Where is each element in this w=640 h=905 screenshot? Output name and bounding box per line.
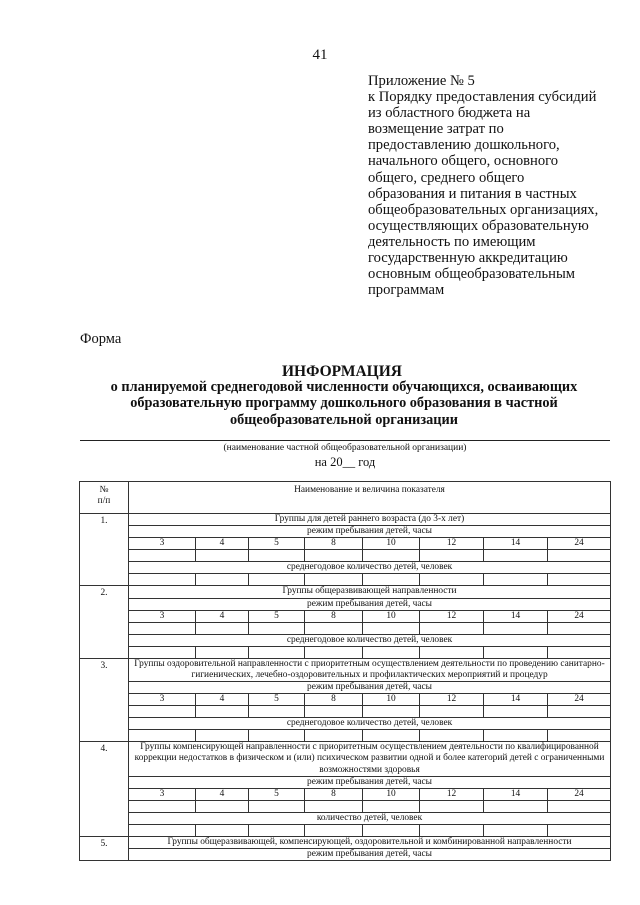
count-input-row <box>80 825 611 837</box>
empty-cell[interactable] <box>548 550 611 562</box>
empty-cell[interactable] <box>249 550 305 562</box>
indicators-table <box>79 481 611 861</box>
hours-value-cell: 12 <box>420 694 484 706</box>
empty-cell[interactable] <box>363 825 420 837</box>
empty-cell[interactable] <box>305 550 363 562</box>
appendix-line: из областного бюджета на <box>368 105 531 122</box>
empty-cell[interactable] <box>196 574 249 586</box>
count-label-row <box>80 634 611 646</box>
appendix-line: осуществляющих образовательную <box>368 217 589 234</box>
empty-cell[interactable] <box>129 801 196 813</box>
hours-label-row <box>80 777 611 789</box>
header-number: № п/п <box>80 482 129 514</box>
hours-values-row <box>80 694 611 706</box>
group-name-row <box>80 837 611 849</box>
hours-input-row <box>80 706 611 718</box>
header-indicator: Наименование и величина показателя <box>129 482 611 514</box>
empty-cell[interactable] <box>363 730 420 742</box>
empty-cell[interactable] <box>484 730 548 742</box>
hours-input-row <box>80 622 611 634</box>
hours-label-row <box>80 849 611 861</box>
empty-cell[interactable] <box>420 622 484 634</box>
count-label: среднегодовое количество детей, человек <box>129 718 611 730</box>
empty-cell[interactable] <box>196 706 249 718</box>
appendix-line: основным общеобразовательным <box>368 266 575 283</box>
subtitle-line: общеобразовательной организации <box>229 411 459 428</box>
count-input-row <box>80 730 611 742</box>
empty-cell[interactable] <box>548 574 611 586</box>
organization-name-hint: (наименование частной общеобразовательной организации) <box>223 443 467 453</box>
empty-cell[interactable] <box>363 801 420 813</box>
empty-cell[interactable] <box>196 801 249 813</box>
hours-value-cell: 10 <box>363 694 420 706</box>
hours-value-cell: 10 <box>363 610 420 622</box>
empty-cell[interactable] <box>305 801 363 813</box>
hours-value-cell: 5 <box>249 610 305 622</box>
hours-value-cell: 5 <box>249 538 305 550</box>
empty-cell[interactable] <box>484 646 548 658</box>
hours-label: режим пребывания детей, часы <box>129 526 611 538</box>
empty-cell[interactable] <box>548 730 611 742</box>
empty-cell[interactable] <box>484 550 548 562</box>
hours-value-cell: 8 <box>305 789 363 801</box>
empty-cell[interactable] <box>484 825 548 837</box>
group-name-row <box>80 514 611 526</box>
empty-cell[interactable] <box>363 574 420 586</box>
empty-cell[interactable] <box>548 801 611 813</box>
empty-cell[interactable] <box>363 550 420 562</box>
empty-cell[interactable] <box>363 706 420 718</box>
appendix-line: государственную аккредитацию <box>368 250 568 267</box>
organization-name-line <box>80 440 610 441</box>
hours-value-cell: 3 <box>129 694 196 706</box>
hours-value-cell: 5 <box>249 694 305 706</box>
page-number: 41 <box>312 47 328 63</box>
empty-cell[interactable] <box>363 646 420 658</box>
empty-cell[interactable] <box>420 706 484 718</box>
empty-cell[interactable] <box>305 646 363 658</box>
group-name: Группы общеразвивающей направленности <box>129 586 611 598</box>
group-name-row <box>80 658 611 682</box>
count-label-row <box>80 813 611 825</box>
appendix-line: программам <box>368 282 445 299</box>
empty-cell[interactable] <box>484 801 548 813</box>
hours-value-cell: 4 <box>196 610 249 622</box>
hours-label-row <box>80 598 611 610</box>
empty-cell[interactable] <box>129 730 196 742</box>
hours-value-cell: 10 <box>363 538 420 550</box>
hours-input-row <box>80 801 611 813</box>
empty-cell[interactable] <box>249 801 305 813</box>
empty-cell[interactable] <box>484 622 548 634</box>
empty-cell[interactable] <box>420 801 484 813</box>
count-label-row <box>80 718 611 730</box>
empty-cell[interactable] <box>249 574 305 586</box>
hours-value-cell: 14 <box>484 538 548 550</box>
empty-cell[interactable] <box>129 706 196 718</box>
group-name: Группы общеразвивающей, компенсирующей, оздоровительной и комбинированной направленности <box>129 837 611 849</box>
count-input-row <box>80 574 611 586</box>
empty-cell[interactable] <box>363 622 420 634</box>
appendix-line: образования и питания в частных <box>368 185 577 202</box>
empty-cell[interactable] <box>420 730 484 742</box>
hours-value-cell: 4 <box>196 789 249 801</box>
year-line: на 20__ год <box>314 455 376 469</box>
hours-label-row <box>80 526 611 538</box>
count-label: количество детей, человек <box>129 813 611 825</box>
hours-label: режим пребывания детей, часы <box>129 682 611 694</box>
appendix-line: начального общего, основного <box>368 153 559 170</box>
group-number: 4. <box>80 742 129 837</box>
appendix-line: общеобразовательных организациях, <box>368 201 599 218</box>
group-name-row <box>80 742 611 777</box>
count-input-row <box>80 646 611 658</box>
hours-value-cell: 12 <box>420 538 484 550</box>
hours-value-cell: 4 <box>196 538 249 550</box>
hours-label: режим пребывания детей, часы <box>129 598 611 610</box>
hours-value-cell: 24 <box>548 694 611 706</box>
group-name: Группы оздоровительной направленности с приоритетным осуществлением деятельности по проведению санитарно-гигиенических, лечебно-оздоровительных и профилактических мероприятий и процедур <box>129 658 611 682</box>
group-name-row <box>80 586 611 598</box>
hours-value-cell: 3 <box>129 789 196 801</box>
empty-cell[interactable] <box>249 646 305 658</box>
empty-cell[interactable] <box>196 646 249 658</box>
empty-cell[interactable] <box>548 825 611 837</box>
empty-cell[interactable] <box>484 574 548 586</box>
group-number: 1. <box>80 514 129 586</box>
empty-cell[interactable] <box>249 622 305 634</box>
group-number: 3. <box>80 658 129 742</box>
group-name: Группы для детей раннего возраста (до 3-х лет) <box>129 514 611 526</box>
appendix-line: предоставлению дошкольного, <box>368 137 560 154</box>
empty-cell[interactable] <box>420 574 484 586</box>
appendix-line: возмещение затрат по <box>368 121 504 138</box>
empty-cell[interactable] <box>420 646 484 658</box>
subtitle-line: образовательную программу дошкольного образования в частной <box>130 395 558 412</box>
empty-cell[interactable] <box>548 622 611 634</box>
appendix-line: деятельность по имеющим <box>368 233 536 250</box>
subtitle-line: о планируемой среднегодовой численности обучающихся, осваивающих <box>110 379 578 395</box>
hours-value-cell: 3 <box>129 610 196 622</box>
empty-cell[interactable] <box>196 550 249 562</box>
appendix-line: к Порядку предоставления субсидий <box>368 89 597 106</box>
empty-cell[interactable] <box>196 825 249 837</box>
hours-values-row <box>80 538 611 550</box>
hours-value-cell: 8 <box>305 694 363 706</box>
empty-cell[interactable] <box>249 825 305 837</box>
hours-value-cell: 14 <box>484 610 548 622</box>
empty-cell[interactable] <box>305 574 363 586</box>
empty-cell[interactable] <box>196 730 249 742</box>
hours-value-cell: 5 <box>249 789 305 801</box>
empty-cell[interactable] <box>420 550 484 562</box>
hours-value-cell: 8 <box>305 610 363 622</box>
hours-value-cell: 24 <box>548 610 611 622</box>
hours-label-row <box>80 682 611 694</box>
empty-cell[interactable] <box>129 574 196 586</box>
appendix-reference <box>368 73 630 298</box>
empty-cell[interactable] <box>305 706 363 718</box>
empty-cell[interactable] <box>129 550 196 562</box>
empty-cell[interactable] <box>129 646 196 658</box>
empty-cell[interactable] <box>249 706 305 718</box>
group-number: 2. <box>80 586 129 658</box>
table-header-row <box>80 482 611 514</box>
hours-value-cell: 8 <box>305 538 363 550</box>
form-label: Форма <box>80 331 122 347</box>
empty-cell[interactable] <box>196 622 249 634</box>
hours-values-row <box>80 610 611 622</box>
hours-values-row <box>80 789 611 801</box>
empty-cell[interactable] <box>249 730 305 742</box>
hours-value-cell: 24 <box>548 538 611 550</box>
hours-label: режим пребывания детей, часы <box>129 777 611 789</box>
hours-label: режим пребывания детей, часы <box>129 849 611 861</box>
empty-cell[interactable] <box>305 730 363 742</box>
hours-value-cell: 12 <box>420 610 484 622</box>
count-label: среднегодовое количество детей, человек <box>129 562 611 574</box>
empty-cell[interactable] <box>548 646 611 658</box>
document-title: ИНФОРМАЦИЯ <box>282 363 402 380</box>
hours-value-cell: 14 <box>484 789 548 801</box>
empty-cell[interactable] <box>548 706 611 718</box>
empty-cell[interactable] <box>129 825 196 837</box>
hours-value-cell: 24 <box>548 789 611 801</box>
hours-value-cell: 14 <box>484 694 548 706</box>
appendix-line: общего, среднего общего <box>368 169 525 186</box>
document-subtitle <box>80 379 608 428</box>
hours-value-cell: 12 <box>420 789 484 801</box>
group-name: Группы компенсирующей направленности с приоритетным осуществлением деятельности по квалифицированной коррекции недостатков в физическом и (или) психическом развитии одной и более категорий детей с ограниченными возможностями здоровья <box>129 742 611 777</box>
hours-value-cell: 10 <box>363 789 420 801</box>
hours-input-row <box>80 550 611 562</box>
group-number: 5. <box>80 837 129 861</box>
hours-value-cell: 4 <box>196 694 249 706</box>
empty-cell[interactable] <box>305 825 363 837</box>
empty-cell[interactable] <box>305 622 363 634</box>
count-label: среднегодовое количество детей, человек <box>129 634 611 646</box>
appendix-line: Приложение № 5 <box>368 73 475 89</box>
count-label-row <box>80 562 611 574</box>
empty-cell[interactable] <box>420 825 484 837</box>
hours-value-cell: 3 <box>129 538 196 550</box>
empty-cell[interactable] <box>129 622 196 634</box>
empty-cell[interactable] <box>484 706 548 718</box>
